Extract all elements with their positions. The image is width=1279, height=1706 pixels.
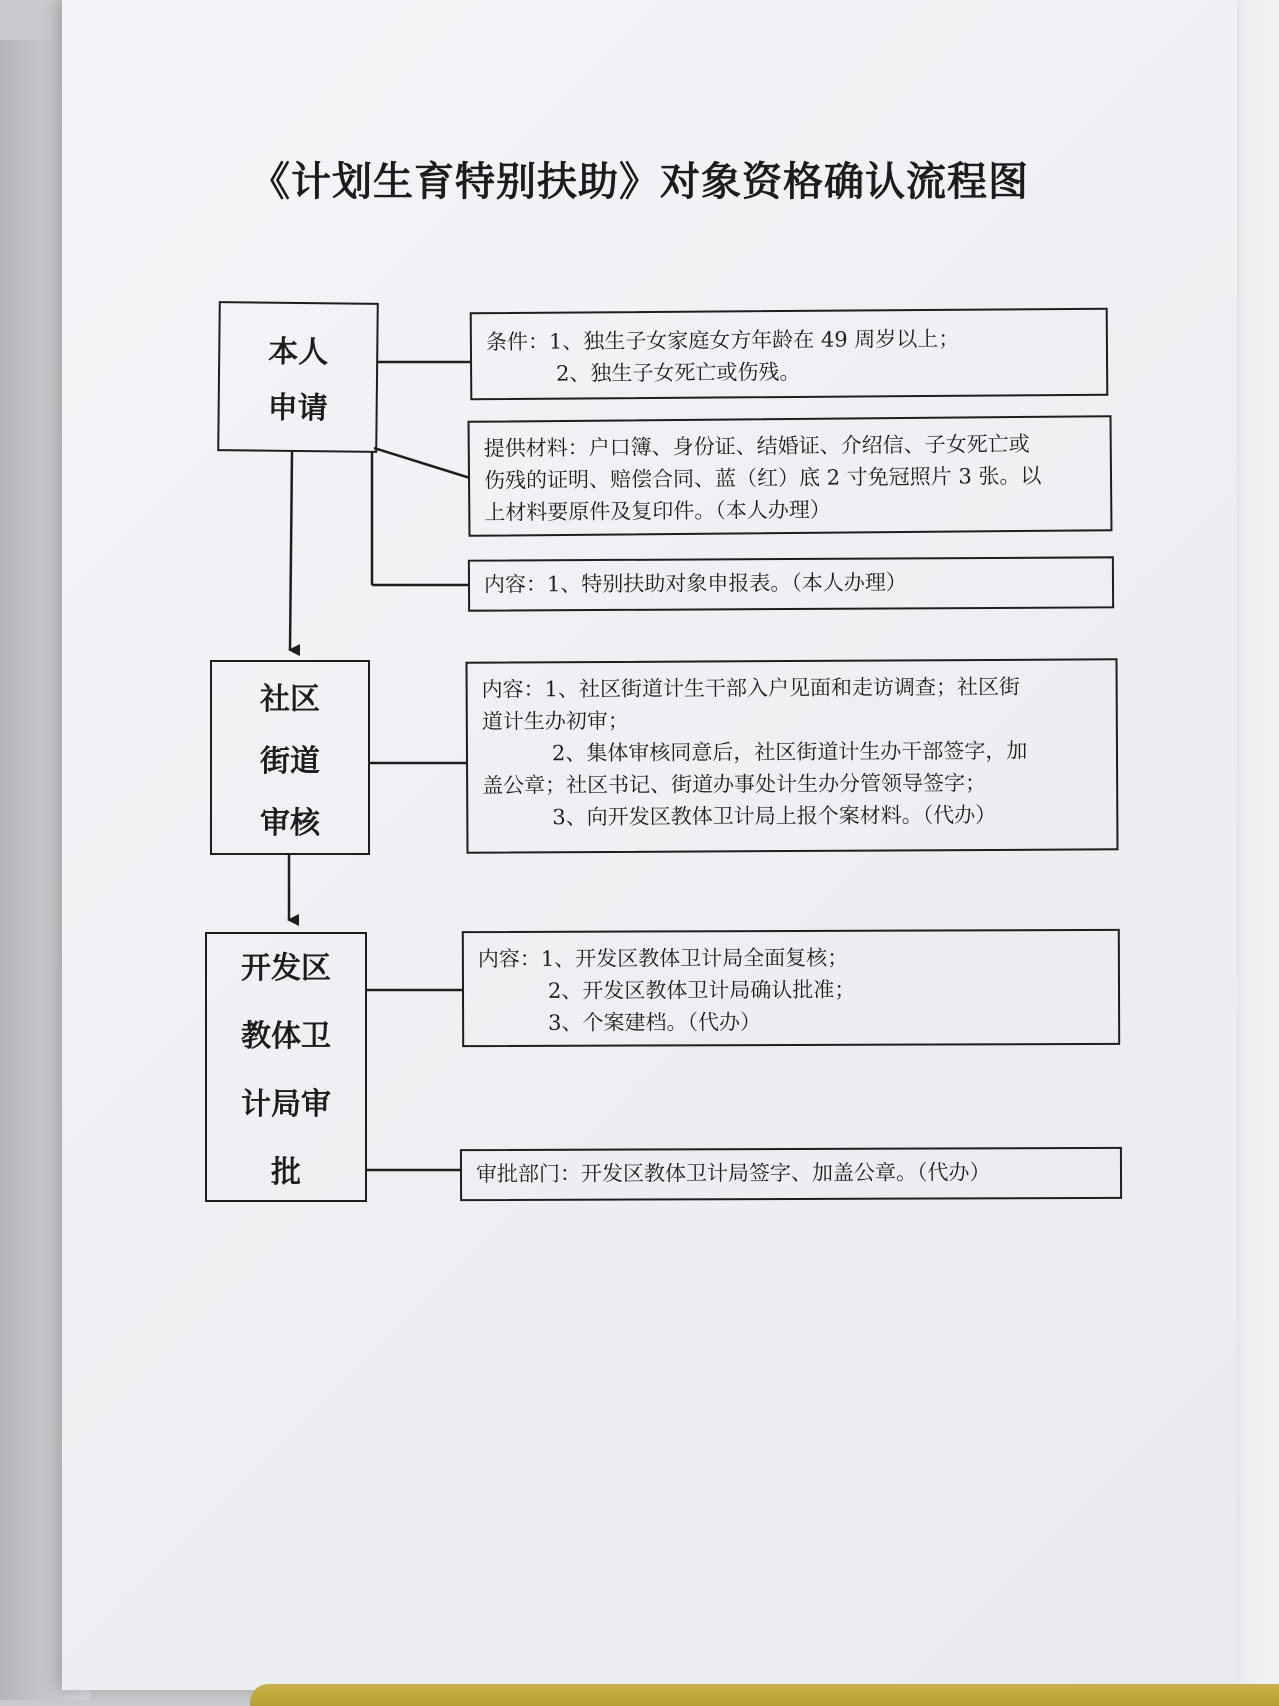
apply-content-text: 内容：1、特别扶助对象申报表。（本人办理） [483,570,907,597]
stage-label-line: 计局审 [241,1087,331,1122]
stage-self-apply [217,301,379,453]
stage-label-line: 教体卫 [241,1019,331,1054]
conditions-box [470,308,1109,400]
bureau-review-line: 2、开发区教体卫计局确认批准； [547,977,856,1003]
street-review-box [466,658,1119,853]
street-review-line: 3、向开发区教体卫计局上报个案材料。（代办） [552,802,997,830]
bureau-review-line: 内容：1、开发区教体卫计局全面复核； [477,945,849,972]
materials-box [468,415,1113,537]
bureau-review-box [462,929,1120,1047]
stage-label-line: 申请 [267,390,328,427]
stage-label-line: 社区 [260,681,320,717]
street-review-line: 2、集体审核同意后，社区街道计生办干部签字，加 [551,738,1028,766]
page-title: 《计划生育特别扶助》对象资格确认流程图 [250,159,1029,205]
connector-materials [374,448,470,478]
stage-label-line: 批 [271,1155,301,1190]
approval-dept-box [460,1147,1122,1201]
street-review-line: 内容：1、社区街道计生干部入户见面和走访调查；社区街 [481,674,1021,702]
arrow-to-street [290,452,292,650]
street-review-line: 盖公章；社区书记、街道办事处计生办分管领导签字； [482,770,987,798]
stage-street-review [210,660,370,855]
approval-dept-text: 审批部门：开发区教体卫计局签字、加盖公章。（代办） [475,1160,991,1187]
bureau-review-line: 3、个案建档。（代办） [548,1010,762,1035]
stage-label-line: 本人 [268,334,329,371]
desk-edge [250,1684,1279,1706]
stage-label-line: 审核 [260,805,320,841]
stage-label-line: 街道 [260,743,320,779]
stage-bureau-approval [205,932,367,1202]
apply-content-box [468,556,1114,611]
materials-line: 伤残的证明、赔偿合同、蓝（红）底 2 寸免冠照片 3 张。以 [483,463,1042,493]
stage-label-line: 开发区 [241,951,331,986]
conditions-line: 条件：1、独生子女家庭女方年龄在 49 周岁以上； [485,326,960,355]
materials-line: 上材料要原件及复印件。（本人办理） [484,497,831,525]
street-review-line: 道计生办初审； [481,708,629,734]
conditions-line: 2、独生子女死亡或伤残。 [556,359,801,386]
materials-line: 提供材料：户口簿、身份证、结婚证、介绍信、子女死亡或 [483,431,1030,461]
